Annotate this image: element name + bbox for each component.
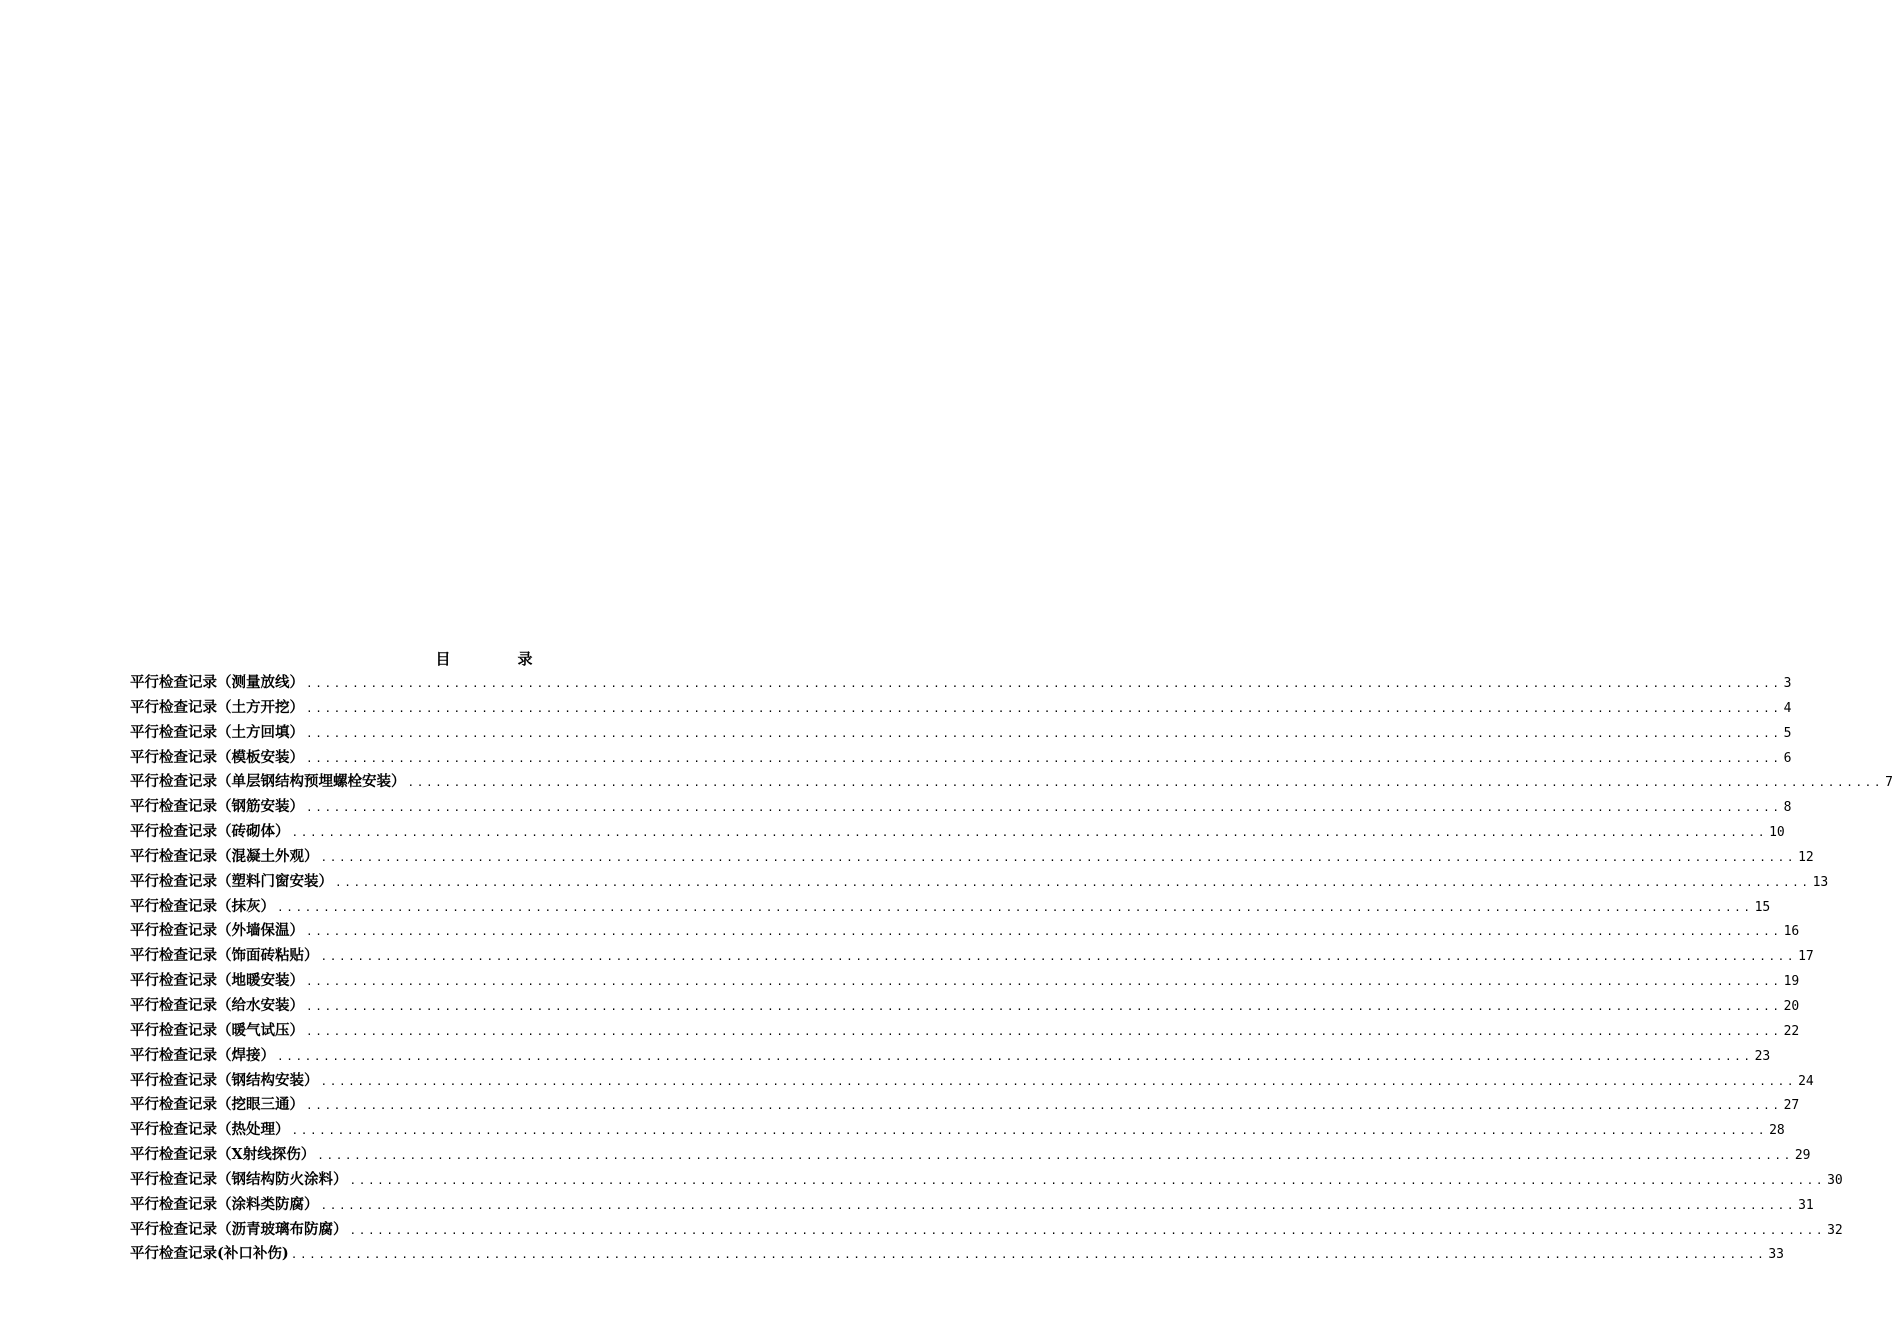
toc-entry-page-number: 33: [1768, 1247, 1784, 1263]
toc-entry[interactable]: [130, 1242, 1784, 1267]
toc-entry-page-number: 8: [1783, 800, 1792, 816]
toc-dot-leader: ................................................................................................................................................................: [306, 801, 1782, 815]
toc-dot-leader: ................................................................................................................................................................: [306, 1024, 1782, 1038]
toc-entry[interactable]: [130, 1118, 1785, 1143]
toc-entry-page-number: 28: [1769, 1123, 1785, 1139]
toc-entry[interactable]: [130, 820, 1785, 845]
toc-entry-page-number: 4: [1783, 700, 1792, 716]
toc-entry-label: 平行检查记录（饰面砖粘贴）: [130, 947, 319, 965]
toc-dot-leader: ................................................................................................................................................................: [277, 1049, 1753, 1063]
toc-entry-page-number: 13: [1812, 874, 1829, 890]
toc-entry[interactable]: [130, 994, 1800, 1019]
toc-entry-page-number: 27: [1783, 1098, 1800, 1114]
toc-entry-page-number: 31: [1798, 1197, 1814, 1213]
toc-dot-leader: ................................................................................................................................................................: [349, 1173, 1826, 1187]
toc-entry-page-number: 24: [1798, 1073, 1814, 1089]
toc-dot-leader: ................................................................................................................................................................: [306, 751, 1782, 765]
toc-dot-leader: ................................................................................................................................................................: [290, 1248, 1767, 1262]
toc-entry-label: 平行检查记录（给水安装）: [130, 996, 304, 1014]
toc-dot-leader: ................................................................................................................................................................: [320, 1074, 1797, 1088]
toc-entry[interactable]: [130, 1193, 1814, 1218]
toc-entry[interactable]: [130, 969, 1800, 994]
toc-dot-leader: ................................................................................................................................................................: [291, 1124, 1768, 1138]
toc-entry-page-number: 30: [1827, 1172, 1843, 1188]
toc-dot-leader: ................................................................................................................................................................: [335, 875, 1811, 889]
toc-dot-leader: ................................................................................................................................................................: [306, 1099, 1782, 1113]
toc-entry[interactable]: [130, 671, 1792, 696]
toc-entry-label: 平行检查记录（砖砌体）: [130, 823, 290, 841]
toc-dot-leader: ................................................................................................................................................................: [320, 1198, 1797, 1212]
toc-entry[interactable]: [130, 944, 1814, 969]
toc-entry-page-number: 23: [1754, 1048, 1771, 1064]
toc-entry-label: 平行检查记录（单层钢结构预埋螺栓安装）: [130, 773, 406, 791]
toc-dot-leader: ................................................................................................................................................................: [306, 999, 1782, 1013]
toc-entry[interactable]: [130, 1218, 1843, 1243]
toc-dot-leader: ................................................................................................................................................................: [306, 925, 1782, 939]
toc-entry-label: 平行检查记录（土方回填）: [130, 723, 304, 741]
toc-entry-label: 平行检查记录（X射线探伤）: [130, 1146, 316, 1164]
toc-dot-leader: ................................................................................................................................................................: [320, 850, 1797, 864]
toc-entry[interactable]: [130, 895, 1771, 920]
toc-entry-label: 平行检查记录（地暖安装）: [130, 972, 304, 990]
toc-entry-label: 平行检查记录（焊接）: [130, 1046, 275, 1064]
toc-entry-page-number: 6: [1783, 750, 1792, 766]
toc-entry-label: 平行检查记录（测量放线）: [130, 674, 304, 691]
toc-entry-page-number: 16: [1783, 924, 1800, 940]
toc-entry[interactable]: [130, 1044, 1771, 1069]
toc-dot-leader: ................................................................................................................................................................: [306, 677, 1782, 690]
toc-entry-page-number: 17: [1798, 949, 1814, 965]
toc-dot-leader: ................................................................................................................................................................: [320, 950, 1797, 964]
toc-entry-label: 平行检查记录（外墙保温）: [130, 922, 304, 940]
toc-dot-leader: ................................................................................................................................................................: [317, 1149, 1793, 1163]
toc-entry[interactable]: [130, 1168, 1843, 1193]
toc-dot-leader: ................................................................................................................................................................: [306, 701, 1782, 715]
toc-entry-label: 平行检查记录（混凝土外观）: [130, 847, 319, 865]
toc-dot-leader: ................................................................................................................................................................: [291, 826, 1768, 840]
toc-entry-page-number: 20: [1783, 998, 1800, 1014]
toc-dot-leader: ................................................................................................................................................................: [306, 726, 1782, 740]
toc-entry-label: 平行检查记录（暖气试压）: [130, 1021, 304, 1039]
toc-entry-page-number: 3: [1783, 676, 1792, 691]
toc-entry-page-number: 10: [1769, 825, 1785, 841]
toc-entry-page-number: 12: [1798, 849, 1814, 865]
toc-entry[interactable]: [130, 1093, 1800, 1118]
toc-entry[interactable]: [130, 845, 1814, 870]
toc-entry-label: 平行检查记录（热处理）: [130, 1121, 290, 1139]
toc-dot-leader: ................................................................................................................................................................: [277, 900, 1753, 914]
toc-entry[interactable]: [130, 919, 1800, 944]
toc-entry[interactable]: [130, 770, 1893, 795]
toc-entry[interactable]: [130, 1143, 1811, 1168]
toc-entry-label: 平行检查记录（塑料门窗安装）: [130, 872, 333, 890]
toc-entry-label: 平行检查记录（钢结构安装）: [130, 1071, 319, 1089]
toc-entry-label: 平行检查记录（模板安装）: [130, 748, 304, 766]
toc-entry-page-number: 29: [1794, 1148, 1811, 1164]
toc-entry-label: 平行检查记录（挖眼三通）: [130, 1096, 304, 1114]
toc-entry-page-number: 19: [1783, 974, 1800, 990]
toc-entry-label: 平行检查记录(补口补伤): [130, 1245, 289, 1263]
toc-entry[interactable]: [130, 696, 1792, 721]
toc-dot-leader: ................................................................................................................................................................: [349, 1223, 1826, 1237]
toc-entry-label: 平行检查记录（抹灰）: [130, 897, 275, 915]
table-of-contents: [130, 647, 1893, 1267]
toc-entry-label: 平行检查记录（涂料类防腐）: [130, 1195, 319, 1213]
toc-entry[interactable]: [130, 795, 1792, 820]
toc-entry[interactable]: [130, 870, 1829, 895]
toc-entry-page-number: 32: [1827, 1222, 1843, 1238]
toc-entry-label: 平行检查记录（钢结构防火涂料）: [130, 1170, 348, 1188]
toc-entry-page-number: 7: [1885, 775, 1893, 791]
toc-dot-leader: ................................................................................................................................................................: [407, 776, 1884, 790]
toc-entry-page-number: 22: [1783, 1023, 1800, 1039]
toc-list: [130, 671, 1893, 1267]
toc-entry[interactable]: [130, 721, 1792, 746]
toc-entry-page-number: 15: [1754, 899, 1771, 915]
toc-entry[interactable]: [130, 1019, 1800, 1044]
toc-dot-leader: ................................................................................................................................................................: [306, 975, 1782, 989]
toc-entry[interactable]: [130, 746, 1792, 771]
toc-title: 目 录: [435, 650, 559, 668]
toc-entry[interactable]: [130, 1069, 1814, 1094]
toc-entry-label: 平行检查记录（钢筋安装）: [130, 798, 304, 816]
toc-entry-label: 平行检查记录（沥青玻璃布防腐）: [130, 1220, 348, 1238]
toc-entry-label: 平行检查记录（土方开挖）: [130, 698, 304, 716]
toc-entry-page-number: 5: [1783, 725, 1792, 741]
